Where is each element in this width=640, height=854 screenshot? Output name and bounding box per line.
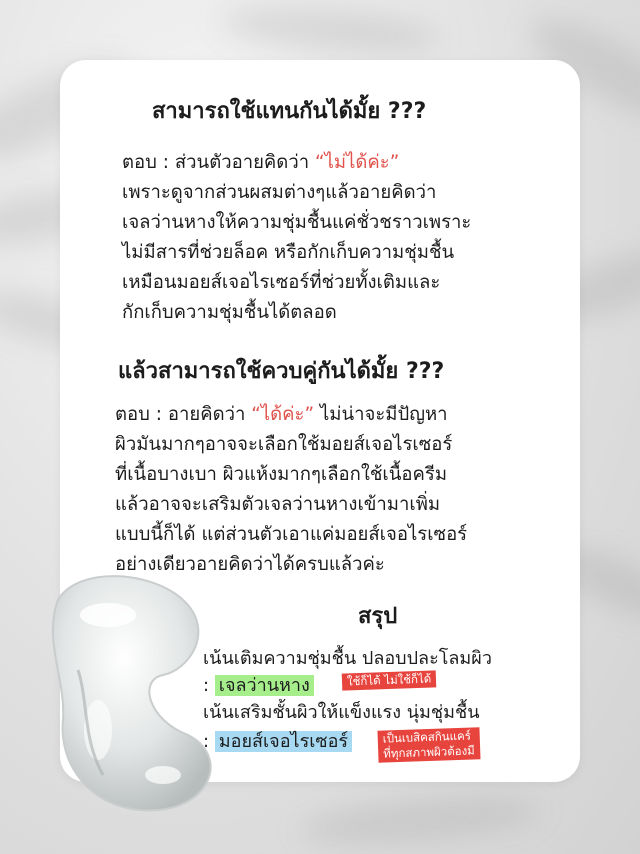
section2-line: ผิวมันมากๆอาจจะเลือกใช้มอยส์เจอไรเซอร์ [115, 434, 453, 455]
moisturizer-highlight: มอยส์เจอไรเซอร์ [215, 731, 352, 752]
aloe-gel-highlight: เจลว่านหาง [215, 675, 314, 696]
basic-skincare-tag [377, 727, 480, 763]
section1-line: กักเก็บความชุ่มชื้นได้ตลอด [122, 302, 337, 323]
optional-tag: ใช้ก็ได้ ไม่ใช้ก็ได้ [342, 670, 437, 690]
section2-answer-line [115, 400, 467, 430]
section2-line: แล้วอาจจะเสริมตัวเจลว่านหางเข้ามาเพิ่ม [115, 494, 441, 515]
summary-gel-row [203, 670, 314, 699]
section1-line: ไม่มีสารที่ช่วยล็อค หรือกักเก็บความชุ่มชื้น [122, 242, 455, 263]
section1-line: เหมือนมอยส์เจอไรเซอร์ที่ช่วยทั้งเติมและ [122, 272, 441, 293]
section2-line: อย่างเดียวอายคิดว่าได้ครบแล้วค่ะ [115, 554, 385, 575]
tag-line: เป็นเบสิคสกินแคร์ [382, 728, 472, 746]
section1-heading: สามารถใช้แทนกันได้มั้ย ??? [152, 99, 427, 124]
section2-answer-prefix: ตอบ : อายคิดว่า [115, 404, 252, 425]
section2-answer-quote: “ได้ค่ะ” [251, 404, 315, 425]
section1-answer [122, 148, 471, 328]
summary-line: เน้นเติมความชุ่มชื้น ปลอบปละโลมผิว [203, 648, 492, 669]
summary-line: เน้นเสริมชั้นผิวให้แข็งแรง นุ่มชุ่มชื้น [203, 702, 480, 723]
leaf-shadow [219, 0, 442, 59]
section1-answer-quote: “ไม่ได้ค่ะ” [314, 152, 400, 173]
summary-prefix: : [203, 675, 215, 696]
summary-moisturizer-row [203, 726, 352, 755]
section1-line: เพราะดูจากส่วนผสมต่างๆแล้วอายคิดว่า [122, 182, 437, 203]
section2-answer-suffix: ไม่น่าจะมีปัญหา [314, 404, 448, 425]
section1-answer-line [122, 148, 471, 178]
section2-heading: แล้วสามารถใช้ควบคู่กันได้มั้ย ??? [118, 359, 445, 384]
section2-line: แบบนี้ก็ได้ แต่ส่วนตัวเอาแค่มอยส์เจอไรเซอร์ [115, 524, 468, 545]
tag-line: ที่ทุกสภาพผิวต้องมี [383, 743, 475, 761]
section1-line: เจลว่านหางให้ความชุ่มชื้นแค่ชั่วชราวเพราะ [122, 212, 472, 233]
section2-line: ที่เนื้อบางเบา ผิวแห้งมากๆเลือกใช้เนื้อครีม [115, 464, 448, 485]
section2-answer [115, 400, 467, 580]
summary-title: สรุป [358, 604, 398, 629]
section1-answer-prefix: ตอบ : ส่วนตัวอายคิดว่า [122, 152, 315, 173]
summary-prefix: : [203, 731, 215, 752]
leaf-shadow [299, 790, 542, 851]
